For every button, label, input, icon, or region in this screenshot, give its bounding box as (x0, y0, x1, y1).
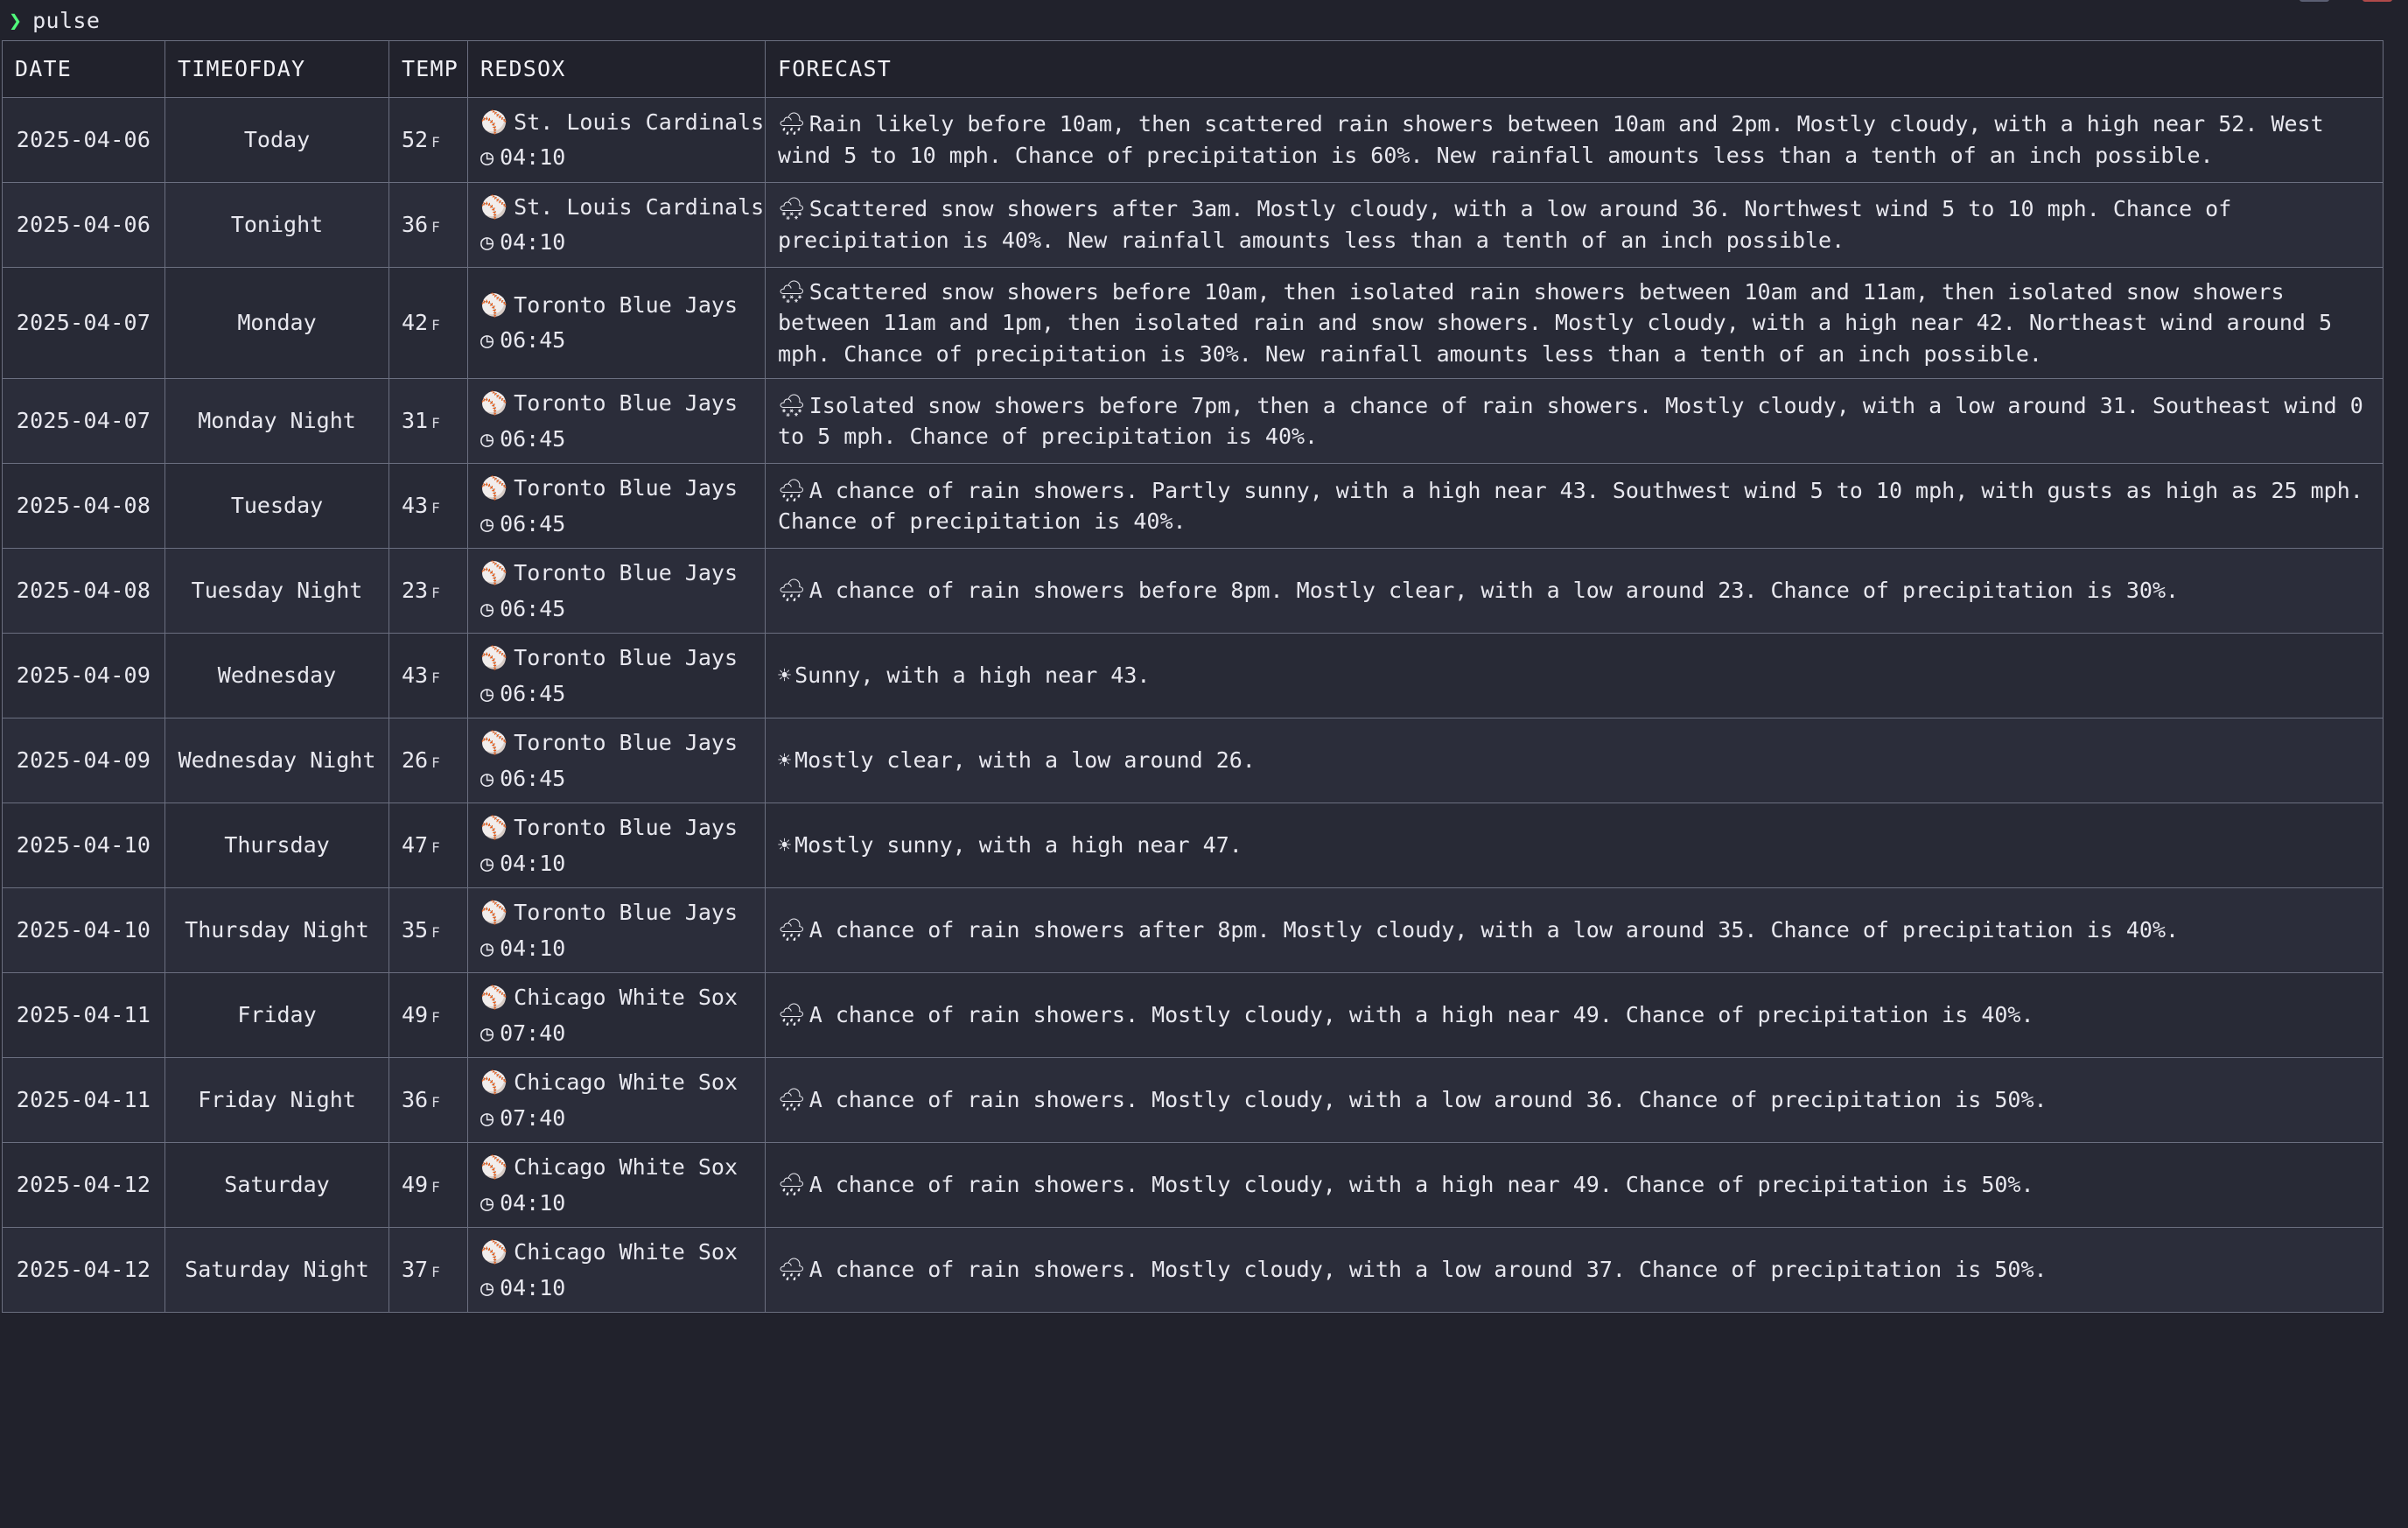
opponent-name: Toronto Blue Jays (514, 291, 738, 318)
opponent-name: Toronto Blue Jays (514, 730, 738, 755)
game-time-line (480, 1018, 752, 1049)
cell-date: 2025-04-07 (3, 267, 165, 379)
forecast-text: A chance of rain showers. Mostly cloudy, with a high near 49. Chance of precipitation is 40%. (808, 1002, 2034, 1028)
cell-redsox (468, 1143, 766, 1228)
rain-icon: 🌧 (778, 477, 806, 503)
baseball-icon: ⚾ (480, 193, 508, 220)
game-time: 06:45 (500, 425, 566, 452)
snow-icon: 🌨 (778, 392, 806, 418)
cell-temp (389, 97, 468, 182)
terminal-command: pulse (32, 7, 101, 33)
temp-value: 49 (402, 1002, 429, 1028)
cell-date: 2025-04-11 (3, 973, 165, 1058)
cell-timeofday: Saturday (165, 1143, 389, 1228)
cell-temp (389, 634, 468, 718)
cell-forecast (766, 1228, 2384, 1313)
cell-redsox (468, 973, 766, 1058)
table-header (3, 41, 2384, 98)
cell-redsox (468, 718, 766, 803)
cell-redsox (468, 97, 766, 182)
table-row (3, 718, 2384, 803)
window-control-stub[interactable] (2300, 0, 2329, 2)
game-time-line (480, 1103, 752, 1134)
forecast-text: A chance of rain showers after 8pm. Mostly cloudy, with a low around 35. Chance of precipitation is 40%. (808, 917, 2180, 943)
clock-icon: ◷ (480, 144, 494, 170)
game-time-line (480, 848, 752, 880)
game-time-line (480, 508, 752, 540)
game-time-line (480, 1188, 752, 1219)
game-time: 04:10 (500, 229, 566, 255)
column-header-temp: TEMP (389, 41, 468, 98)
cell-forecast (766, 182, 2384, 267)
game-time: 06:45 (500, 680, 566, 706)
column-header-date: DATE (3, 41, 165, 98)
cell-redsox (468, 464, 766, 549)
game-time-line (480, 933, 752, 964)
game-time-line (480, 325, 752, 356)
temp-value: 43 (402, 662, 429, 689)
temp-unit: F (431, 1094, 440, 1111)
temp-value: 52 (402, 126, 429, 152)
temp-unit: F (431, 1009, 440, 1027)
terminal-prompt-bar (0, 0, 2408, 40)
cell-timeofday: Friday Night (165, 1058, 389, 1143)
game-time: 07:40 (500, 1104, 566, 1131)
cell-temp (389, 803, 468, 888)
table-row (3, 634, 2384, 718)
temp-unit: F (431, 839, 440, 857)
game-time: 04:10 (500, 850, 566, 876)
rain-icon: 🌧 (778, 1002, 806, 1028)
opponent-line (480, 290, 752, 321)
opponent-name: Chicago White Sox (514, 1069, 738, 1095)
temp-unit: F (431, 754, 440, 772)
cell-timeofday: Thursday Night (165, 888, 389, 973)
forecast-text: A chance of rain showers. Mostly cloudy, with a high near 49. Chance of precipitation is 50%. (808, 1172, 2034, 1198)
forecast-text: Mostly sunny, with a high near 47. (794, 832, 1242, 859)
rain-icon: 🌧 (778, 1172, 806, 1198)
cell-forecast (766, 1058, 2384, 1143)
cell-timeofday: Monday Night (165, 379, 389, 464)
game-time-line (480, 227, 752, 258)
cell-date: 2025-04-12 (3, 1228, 165, 1313)
cell-redsox (468, 549, 766, 634)
cell-temp (389, 1228, 468, 1313)
forecast-text: Scattered snow showers before 10am, then isolated rain showers between 10am and 11am, then isolated snow showers between 11am and 1pm, then isolated rain and snow showers. Mostly cloudy, with a high near 42. Northeast wind around 5 mph. Chance of precipitation is 30%. New rainfall amounts less than a tenth of an inch possible. (778, 278, 2333, 367)
forecast-table (2, 40, 2384, 1313)
cell-timeofday: Friday (165, 973, 389, 1058)
cell-redsox (468, 1228, 766, 1313)
cell-date: 2025-04-10 (3, 888, 165, 973)
game-time: 06:45 (500, 510, 566, 536)
cell-timeofday: Tuesday (165, 464, 389, 549)
forecast-text: Isolated snow showers before 7pm, then a chance of rain showers. Mostly cloudy, with a low around 31. Southeast wind 0 to 5 mph. Chance of precipitation is 40%. (778, 392, 2363, 449)
rain-icon: 🌧 (778, 578, 806, 604)
column-header-forecast: FORECAST (766, 41, 2384, 98)
temp-value: 36 (402, 211, 429, 237)
game-time: 06:45 (500, 765, 566, 791)
rain-icon: 🌧 (778, 111, 806, 137)
snow-icon: 🌨 (778, 278, 806, 305)
opponent-name: St. Louis Cardinals (514, 109, 765, 135)
cell-forecast (766, 634, 2384, 718)
table-row (3, 1143, 2384, 1228)
clock-icon: ◷ (480, 229, 494, 255)
game-time: 06:45 (500, 327, 566, 354)
opponent-name: Toronto Blue Jays (514, 390, 738, 416)
cell-forecast (766, 267, 2384, 379)
cell-redsox (468, 803, 766, 888)
cell-redsox (468, 182, 766, 267)
cell-forecast (766, 1143, 2384, 1228)
temp-unit: F (431, 317, 440, 333)
opponent-line (480, 1067, 752, 1098)
game-time-line (480, 1272, 752, 1304)
baseball-icon: ⚾ (480, 1069, 508, 1095)
cell-temp (389, 888, 468, 973)
snow-icon: 🌨 (778, 196, 806, 221)
opponent-name: Toronto Blue Jays (514, 900, 738, 925)
table-row (3, 182, 2384, 267)
temp-value: 31 (402, 408, 429, 434)
game-time: 04:10 (500, 1274, 566, 1300)
table-body (3, 97, 2384, 1313)
cell-timeofday: Tonight (165, 182, 389, 267)
cell-redsox (468, 888, 766, 973)
cell-forecast (766, 973, 2384, 1058)
table-header-row (3, 41, 2384, 98)
cell-forecast (766, 379, 2384, 464)
game-time: 04:10 (500, 144, 566, 170)
game-time: 04:10 (500, 1189, 566, 1216)
cell-forecast (766, 718, 2384, 803)
opponent-name: Chicago White Sox (514, 1239, 738, 1265)
table-row (3, 464, 2384, 549)
opponent-name: Toronto Blue Jays (514, 645, 738, 670)
temp-unit: F (431, 1264, 440, 1281)
cell-date: 2025-04-10 (3, 803, 165, 888)
baseball-icon: ⚾ (480, 645, 508, 670)
table-row (3, 379, 2384, 464)
table-row (3, 1058, 2384, 1143)
opponent-line (480, 982, 752, 1013)
temp-unit: F (431, 500, 440, 517)
cell-temp (389, 973, 468, 1058)
clock-icon: ◷ (480, 595, 494, 621)
column-header-redsox: REDSOX (468, 41, 766, 98)
cell-timeofday: Monday (165, 267, 389, 379)
game-time-line (480, 678, 752, 710)
baseball-icon: ⚾ (480, 1154, 508, 1180)
forecast-text: A chance of rain showers before 8pm. Mostly clear, with a low around 23. Chance of precipitation is 30%. (808, 578, 2180, 604)
temp-value: 37 (402, 1257, 429, 1283)
temp-value: 47 (402, 832, 429, 859)
temp-unit: F (431, 415, 440, 432)
cell-date: 2025-04-09 (3, 718, 165, 803)
clock-icon: ◷ (480, 680, 494, 706)
temp-unit: F (431, 924, 440, 942)
opponent-line (480, 388, 752, 419)
baseball-icon: ⚾ (480, 985, 508, 1010)
cell-forecast (766, 888, 2384, 973)
game-time-line (480, 424, 752, 455)
baseball-icon: ⚾ (480, 900, 508, 925)
opponent-line (480, 107, 765, 138)
clock-icon: ◷ (480, 1104, 494, 1131)
table-row (3, 888, 2384, 973)
table-row (3, 1228, 2384, 1313)
opponent-line (480, 1152, 752, 1183)
sun-icon: ☀ (778, 662, 792, 689)
baseball-icon: ⚾ (480, 1239, 508, 1265)
sun-icon: ☀ (778, 832, 792, 859)
cell-temp (389, 718, 468, 803)
temp-unit: F (431, 669, 440, 687)
cell-date: 2025-04-09 (3, 634, 165, 718)
table-row (3, 267, 2384, 379)
game-time-line (480, 593, 752, 625)
cell-date: 2025-04-06 (3, 97, 165, 182)
forecast-text: Mostly clear, with a low around 26. (794, 747, 1256, 774)
opponent-name: Chicago White Sox (514, 1154, 738, 1180)
cell-forecast (766, 549, 2384, 634)
cell-timeofday: Thursday (165, 803, 389, 888)
cell-temp (389, 379, 468, 464)
opponent-line (480, 812, 752, 844)
cell-forecast (766, 97, 2384, 182)
prompt-caret-icon: ❯ (9, 7, 23, 33)
baseball-icon: ⚾ (480, 291, 508, 318)
temp-value: 42 (402, 310, 429, 335)
cell-forecast (766, 803, 2384, 888)
cell-temp (389, 1143, 468, 1228)
forecast-text: A chance of rain showers. Mostly cloudy, with a low around 37. Chance of precipitation is 50%. (808, 1257, 2048, 1283)
cell-date: 2025-04-06 (3, 182, 165, 267)
forecast-text: A chance of rain showers. Partly sunny, with a high near 43. Southwest wind 5 to 10 mph, with gusts as high as 25 mph. Chance of precipitation is 40%. (778, 477, 2363, 534)
forecast-text: Sunny, with a high near 43. (794, 662, 1151, 689)
game-time: 06:45 (500, 595, 566, 621)
temp-value: 26 (402, 747, 429, 774)
cell-timeofday: Tuesday Night (165, 549, 389, 634)
forecast-text: A chance of rain showers. Mostly cloudy, with a low around 36. Chance of precipitation is 50%. (808, 1087, 2048, 1113)
clear-icon: ☀ (778, 747, 792, 774)
cell-temp (389, 267, 468, 379)
opponent-name: Toronto Blue Jays (514, 815, 738, 840)
rain-icon: 🌧 (778, 1257, 806, 1283)
forecast-text: Scattered snow showers after 3am. Mostly cloudy, with a low around 36. Northwest wind 5 to 10 mph. Chance of precipitation is 40%. New rainfall amounts less than a tenth of an inch possible. (778, 196, 2232, 253)
baseball-icon: ⚾ (480, 475, 508, 501)
clock-icon: ◷ (480, 1274, 494, 1300)
forecast-table-container (0, 40, 2408, 1528)
cell-temp (389, 182, 468, 267)
temp-value: 36 (402, 1087, 429, 1113)
temp-unit: F (431, 585, 440, 602)
game-time: 07:40 (500, 1020, 566, 1046)
baseball-icon: ⚾ (480, 815, 508, 840)
cell-redsox (468, 379, 766, 464)
opponent-line (480, 642, 752, 674)
temp-value: 43 (402, 493, 429, 519)
cell-date: 2025-04-11 (3, 1058, 165, 1143)
clock-icon: ◷ (480, 510, 494, 536)
baseball-icon: ⚾ (480, 109, 508, 135)
cell-temp (389, 464, 468, 549)
temp-unit: F (431, 1179, 440, 1196)
cell-redsox (468, 1058, 766, 1143)
opponent-line (480, 192, 765, 223)
clock-icon: ◷ (480, 1020, 494, 1046)
table-row (3, 803, 2384, 888)
rain-icon: 🌧 (778, 917, 806, 943)
temp-unit: F (431, 218, 440, 235)
clock-icon: ◷ (480, 850, 494, 876)
table-row (3, 973, 2384, 1058)
game-time-line (480, 142, 752, 173)
cell-date: 2025-04-07 (3, 379, 165, 464)
temp-value: 35 (402, 917, 429, 943)
opponent-line (480, 727, 752, 759)
opponent-name: Toronto Blue Jays (514, 560, 738, 585)
table-row (3, 97, 2384, 182)
clock-icon: ◷ (480, 1189, 494, 1216)
forecast-text: Rain likely before 10am, then scattered rain showers between 10am and 2pm. Mostly cloudy, with a high near 52. West wind 5 to 10 mph. Chance of precipitation is 60%. New rainfall amounts less than a tenth of an inch possible. (778, 111, 2324, 168)
clock-icon: ◷ (480, 327, 494, 354)
cell-forecast (766, 464, 2384, 549)
temp-value: 49 (402, 1172, 429, 1198)
cell-redsox (468, 267, 766, 379)
cell-date: 2025-04-12 (3, 1143, 165, 1228)
cell-timeofday: Wednesday (165, 634, 389, 718)
opponent-line (480, 473, 752, 504)
cell-temp (389, 549, 468, 634)
clock-icon: ◷ (480, 765, 494, 791)
cell-redsox (468, 634, 766, 718)
game-time-line (480, 763, 752, 795)
column-header-timeofday: TIMEOFDAY (165, 41, 389, 98)
rain-icon: 🌧 (778, 1087, 806, 1113)
cell-timeofday: Wednesday Night (165, 718, 389, 803)
game-time: 04:10 (500, 935, 566, 961)
cell-date: 2025-04-08 (3, 549, 165, 634)
opponent-name: Toronto Blue Jays (514, 475, 738, 501)
opponent-line (480, 897, 752, 929)
opponent-line (480, 557, 752, 589)
clock-icon: ◷ (480, 935, 494, 961)
temp-value: 23 (402, 578, 429, 604)
baseball-icon: ⚾ (480, 390, 508, 416)
baseball-icon: ⚾ (480, 560, 508, 585)
table-row (3, 549, 2384, 634)
cell-temp (389, 1058, 468, 1143)
cell-timeofday: Saturday Night (165, 1228, 389, 1313)
opponent-name: St. Louis Cardinals (514, 193, 765, 220)
window-close-stub[interactable] (2362, 0, 2392, 2)
cell-timeofday: Today (165, 97, 389, 182)
cell-date: 2025-04-08 (3, 464, 165, 549)
clock-icon: ◷ (480, 425, 494, 452)
baseball-icon: ⚾ (480, 730, 508, 755)
opponent-line (480, 1237, 752, 1268)
opponent-name: Chicago White Sox (514, 985, 738, 1010)
temp-unit: F (431, 133, 440, 151)
